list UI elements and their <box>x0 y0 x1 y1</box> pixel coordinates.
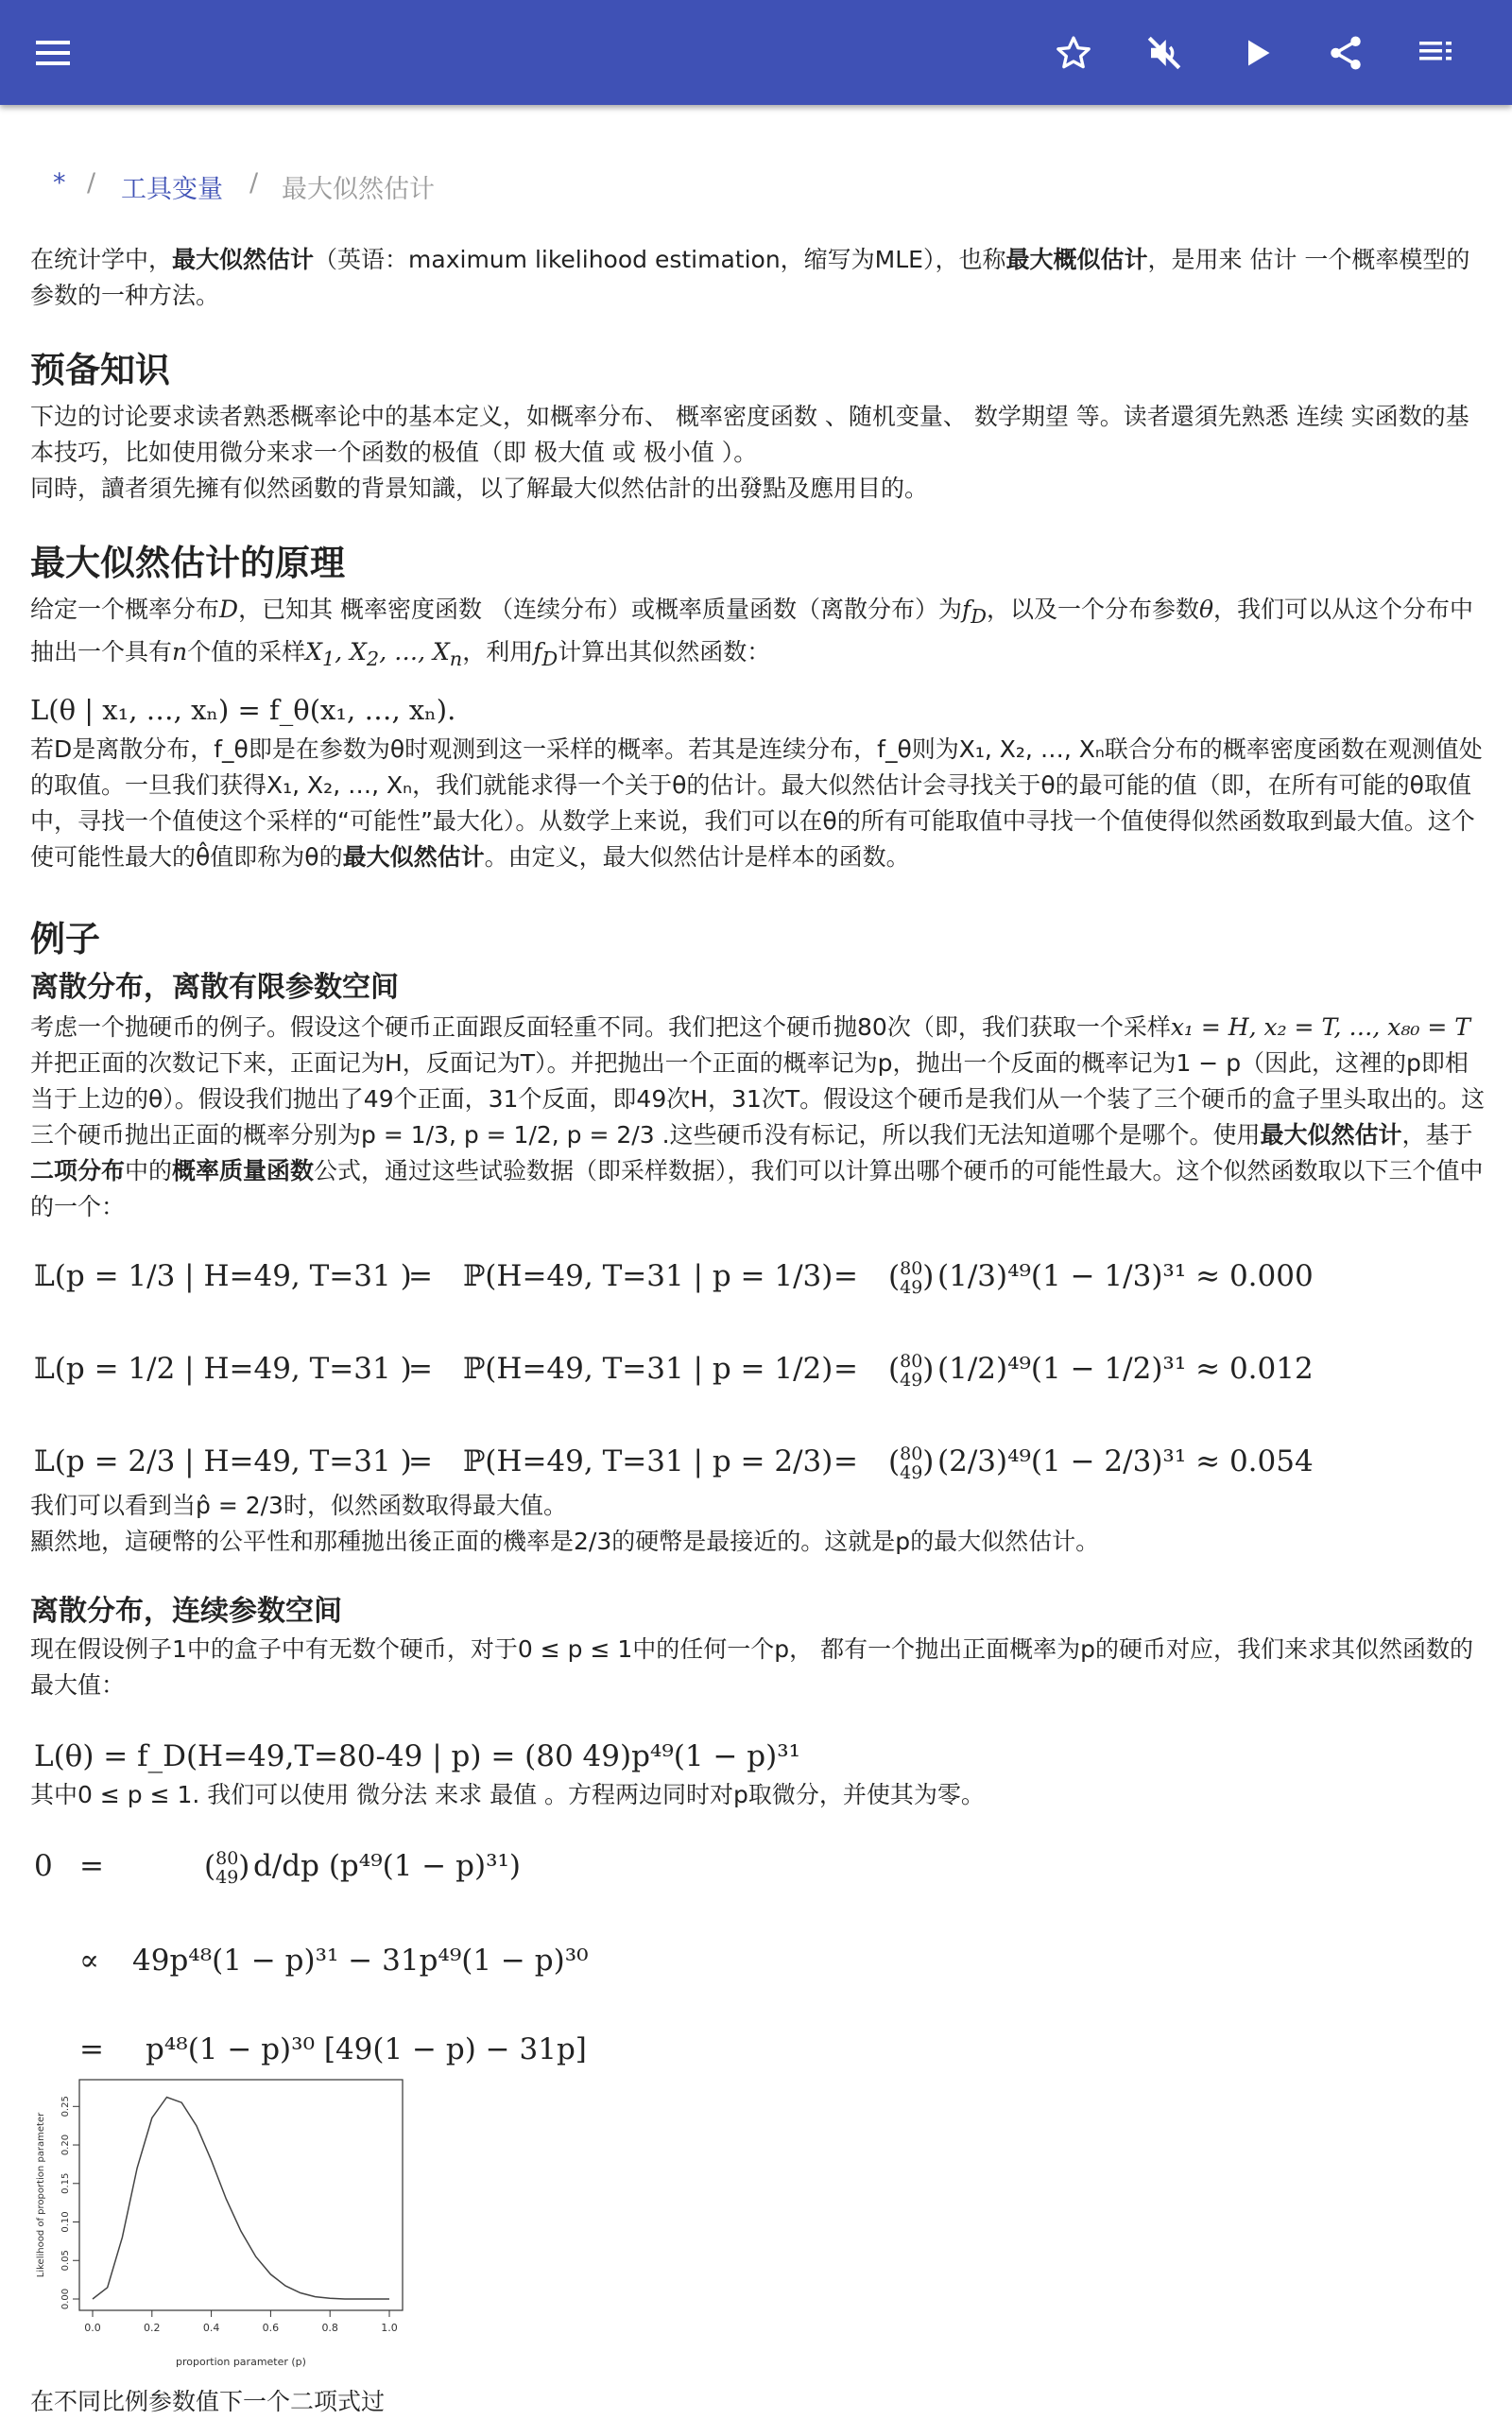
breadcrumb-parent[interactable]: 工具变量 <box>121 175 223 204</box>
math-n: n <box>172 638 188 666</box>
eq-full: L(θ) = f_D(H=49,T=80-49 | p) = (80 49)p⁴⁹(1 − p)³¹ <box>34 1739 801 1773</box>
eq-sign: ∝ <box>79 1944 99 1978</box>
intro-text: 在统计学中， <box>30 246 173 273</box>
eq-sign: = <box>833 1259 858 1293</box>
y-tick-label: 0.20 <box>60 2134 71 2156</box>
breadcrumb-current: 最大似然估计 <box>282 175 435 204</box>
principle-paragraph <box>30 592 1486 677</box>
example-text: 公式，通过这些试验数据（即采样数据），我们可以计算出哪个硬币的可能性最大。这个似然函数取以下三个值中的一个： <box>30 1157 1484 1220</box>
math-fD: $f_D$ <box>533 638 558 670</box>
eq-mid: ℙ(H=49, T=31 | p = 2/3) <box>463 1444 833 1478</box>
math-D: D <box>219 596 239 623</box>
chart-caption: 在不同比例参数值下一个二项式过 <box>30 2388 386 2415</box>
principle-text: ，以及一个分布参数 <box>986 596 1199 623</box>
y-tick-label: 0.25 <box>60 2096 71 2118</box>
eq-lhs: 0 <box>34 1849 53 1883</box>
x-tick-label: 0.0 <box>84 2322 101 2334</box>
intro-text: ，是用来 估计 一个概率模型的参数的一种方法。 <box>30 246 1470 309</box>
eq-mid: ℙ(H=49, T=31 | p = 1/3) <box>463 1259 833 1293</box>
binomial-coefficient: (80 49) <box>888 1351 935 1391</box>
result-paragraph: 我们可以看到当p̂ = 2/3时，似然函数取得最大值。 <box>30 1492 567 1519</box>
principle-text: 若D是离散分布，f_θ即是在参数为θ时观测到这一采样的概率。若其是连续分布，f_θ则为X₁, X₂, …, Xₙ联合分布的概率密度函数在观测值处的取值。一旦我们获得X₁, X₂, …, Xₙ，我们就能求得一个关于θ的估计。最大似然估计会寻找关于θ的最可能的值（即，在所有可能的θ取值中，寻找一个值使这个采样的“可能性”最大化）。从数学上来说，我们可以在θ的所有可能取值中寻找一个值使得似然函数取到最大值。这个使可能性最大的θ̂值即称为θ的 <box>30 735 1483 871</box>
eq-sign: = <box>408 1259 433 1293</box>
playlist-icon[interactable] <box>1410 26 1463 79</box>
prerequisites-paragraph-2: 同時，讀者須先擁有似然函數的背景知識，以了解最大似然估計的出發點及應用目的。 <box>30 475 929 502</box>
app-bar <box>0 0 1512 105</box>
eq-lhs: 𝕃(p = 1/2 | H=49, T=31 ) <box>34 1352 412 1386</box>
math-sample-values: x₁ = H, x₂ = T, …, x₈₀ = T <box>1170 1013 1470 1041</box>
likelihood-chart <box>28 2070 425 2373</box>
example-text: 并把正面的次数记下来，正面记为H，反面记为T）。并把抛出一个正面的概率记为p，抛出一个反面的概率记为1 − p（因此，这裡的p即相当于上边的θ）。假设我们抛出了49个正面，31个反面，即49次H，31次T。假设这个硬币是我们从一个装了三个硬币的盒子里头取出的。这三个硬币抛出正面的概率分别为p = 1/3, p = 1/2, p = 2/3 .这些硬币没有标记，所以我们无法知道哪个是哪个。使用 <box>30 1049 1486 1149</box>
eq-rhs: p⁴⁸(1 − p)³⁰ [49(1 − p) − 31p] <box>146 2032 587 2066</box>
binom-bottom: 49 <box>900 1370 923 1391</box>
binom-top: 80 <box>900 1351 923 1372</box>
plot-frame <box>79 2080 403 2310</box>
binom-bottom: 49 <box>215 1867 239 1888</box>
principle-text: ，我们可以从这个分布中抽出一个具有 <box>30 596 1474 666</box>
likelihood-equation: L(θ | x₁, …, xₙ) = f_θ(x₁, …, xₙ). <box>30 694 456 726</box>
x-tick-label: 0.8 <box>321 2322 338 2334</box>
example-term: 最大似然估计 <box>1260 1121 1402 1149</box>
example-term: 概率质量函数 <box>172 1157 315 1184</box>
eq-rhs: d/dp (p⁴⁹(1 − p)³¹) <box>253 1849 522 1883</box>
example-text: ，基于 <box>1401 1121 1473 1149</box>
eq-rhs: (2/3)⁴⁹(1 − 2/3)³¹ ≈ 0.054 <box>937 1444 1314 1478</box>
eq-rhs: (1/3)⁴⁹(1 − 1/3)³¹ ≈ 0.000 <box>937 1259 1314 1293</box>
likelihood-curve <box>93 2098 389 2300</box>
prerequisites-paragraph: 下边的讨论要求读者熟悉概率论中的基本定义，如概率分布、 概率密度函数 、随机变量、 数学期望 等。读者還須先熟悉 连续 实函数的基本技巧，比如使用微分来求一个函数的极值（即 极大值 或 极小值 ）。 <box>30 403 1469 466</box>
section-title-prerequisites: 预备知识 <box>30 350 170 390</box>
example-paragraph <box>30 1010 1486 1225</box>
eq-lhs: 𝕃(p = 1/3 | H=49, T=31 ) <box>34 1259 412 1293</box>
math-fD: $f_D$ <box>961 596 987 628</box>
x-tick-label: 1.0 <box>381 2322 398 2334</box>
subsection-title-discrete-continuous: 离散分布，连续参数空间 <box>30 1595 342 1628</box>
principle-term: 最大似然估计 <box>342 843 485 871</box>
principle-text: 给定一个概率分布 <box>30 596 220 623</box>
eq-mid: ℙ(H=49, T=31 | p = 1/2) <box>463 1352 833 1386</box>
menu-icon[interactable] <box>26 26 79 79</box>
star-icon[interactable] <box>1047 26 1100 79</box>
math-theta: θ <box>1198 596 1214 623</box>
x-tick-label: 0.4 <box>202 2322 220 2334</box>
eq-rhs: 49p⁴⁸(1 − p)³¹ − 31p⁴⁹(1 − p)³⁰ <box>132 1944 589 1978</box>
section-title-examples: 例子 <box>30 919 100 959</box>
binomial-coefficient: (80 49) <box>888 1258 935 1298</box>
subsection-title-discrete-finite: 离散分布，离散有限参数空间 <box>30 971 399 1004</box>
binom-bottom: 49 <box>900 1277 923 1298</box>
principle-text: 计算出其似然函数： <box>558 638 771 666</box>
continuous-paragraph: 现在假设例子1中的盒子中有无数个硬币，对于0 ≤ p ≤ 1中的任何一个p， 都有一个抛出正面概率为p的硬币对应，我们来求其似然函数的最大值： <box>30 1635 1473 1699</box>
y-tick-label: 0.15 <box>60 2172 71 2194</box>
eq-sign: = <box>833 1352 858 1386</box>
example-term: 二项分布 <box>30 1157 126 1184</box>
eq-lhs: 𝕃(p = 2/3 | H=49, T=31 ) <box>34 1444 412 1478</box>
derivative-paragraph: 其中0 ≤ p ≤ 1. 我们可以使用 微分法 来求 最值 。方程两边同时对p取微分，并使其为零。 <box>30 1781 985 1808</box>
y-axis-label: Likelihood of proportion parameter <box>36 2112 46 2278</box>
example-text: 中的 <box>125 1157 173 1184</box>
principle-text: ，利用 <box>462 638 534 666</box>
result-paragraph-2: 顯然地，這硬幣的公平性和那種拋出後正面的機率是2/3的硬幣是最接近的。这就是p的最大似然估计。 <box>30 1528 1100 1555</box>
y-tick-label: 0.10 <box>60 2211 71 2233</box>
intro-paragraph <box>30 242 1486 314</box>
intro-term: 最大概似估计 <box>1005 246 1148 273</box>
math-sample: $X_1$, $X_2$, …, $X_n$ <box>305 638 463 670</box>
y-tick-label: 0.05 <box>60 2250 71 2272</box>
eq-rhs: (1/2)⁴⁹(1 − 1/2)³¹ ≈ 0.012 <box>937 1352 1314 1386</box>
binom-bottom: 49 <box>900 1462 923 1483</box>
eq-sign: = <box>408 1352 433 1386</box>
intro-text: （英语：maximum likelihood estimation，缩写为MLE），也称 <box>314 246 1006 273</box>
binom-top: 80 <box>900 1258 923 1279</box>
principle-text: 个值的采样 <box>187 638 306 666</box>
x-tick-label: 0.2 <box>144 2322 161 2334</box>
section-title-principle: 最大似然估计的原理 <box>30 543 345 583</box>
eq-sign: = <box>79 1849 104 1883</box>
binomial-coefficient: (80 49) <box>888 1443 935 1483</box>
likelihood-theta-equation <box>34 1739 800 1773</box>
binom-top: 80 <box>900 1443 923 1464</box>
eq-sign: = <box>408 1444 433 1478</box>
x-tick-label: 0.6 <box>262 2322 280 2334</box>
eq-sign: = <box>79 2032 104 2066</box>
y-tick-label: 0.00 <box>60 2288 71 2310</box>
breadcrumb-root[interactable]: * <box>53 168 66 198</box>
breadcrumb-separator: / <box>249 168 259 198</box>
eq-sign: = <box>833 1444 858 1478</box>
share-icon[interactable] <box>1319 26 1372 79</box>
binom-top: 80 <box>215 1848 239 1869</box>
intro-term: 最大似然估计 <box>172 246 315 273</box>
mute-icon[interactable] <box>1138 26 1191 79</box>
binomial-coefficient: (80 49) <box>204 1848 250 1888</box>
principle-text: 。由定义，最大似然估计是样本的函数。 <box>484 843 910 871</box>
principle-paragraph-2 <box>30 732 1486 875</box>
principle-text: ，已知其 概率密度函数 （连续分布）或概率质量函数（离散分布）为 <box>238 596 962 623</box>
x-axis-label: proportion parameter (p) <box>176 2356 306 2368</box>
play-icon[interactable] <box>1230 26 1283 79</box>
example-text: 考虑一个抛硬币的例子。假设这个硬币正面跟反面轻重不同。我们把这个硬币抛80次（即，我们获取一个采样 <box>30 1013 1171 1041</box>
breadcrumb-separator: / <box>87 168 96 198</box>
